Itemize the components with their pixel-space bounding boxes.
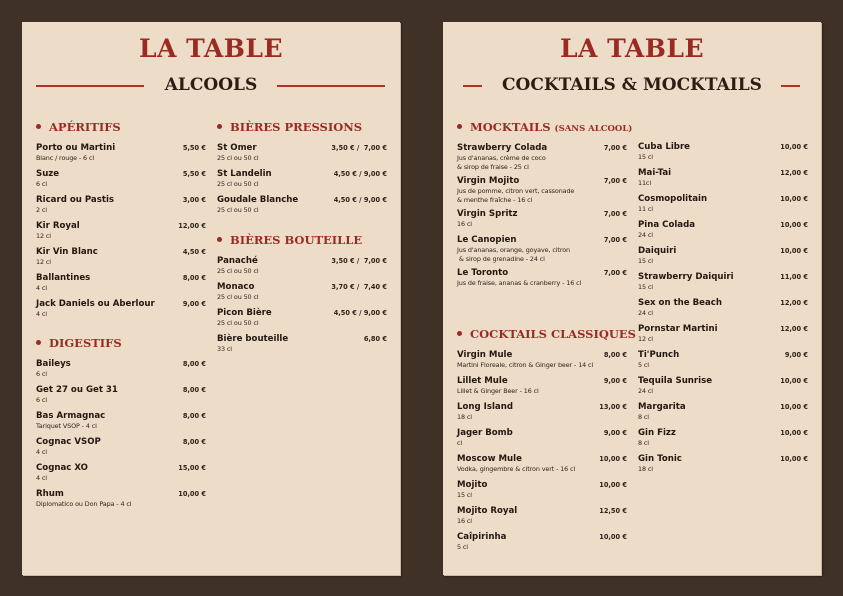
item-description: 12 cl (36, 258, 51, 266)
item-description: 33 cl (217, 345, 232, 353)
item-price: 11,00 € (780, 273, 808, 281)
item-description: 15 cl (638, 153, 653, 161)
bullet-icon (36, 124, 41, 129)
section-title-text: MOCKTAILS (470, 120, 551, 134)
menu-item (36, 299, 206, 321)
item-name: Sex on the Beach (638, 298, 723, 308)
bullet-icon (217, 124, 222, 129)
menu-item (638, 324, 808, 346)
item-price: 9,00 € (784, 351, 808, 359)
item-price: 10,00 € (780, 429, 808, 437)
item-price: 5,50 € (182, 170, 206, 178)
item-name: Strawberry Daiquiri (638, 272, 734, 282)
item-name: Cognac VSOP (36, 437, 101, 447)
page-subtitle: COCKTAILS & MOCKTAILS (502, 75, 762, 95)
menu-item (638, 246, 808, 268)
section-title (457, 326, 636, 342)
item-description: 5 cl (638, 361, 649, 369)
item-description: & sirop de grenadine - 24 cl (457, 255, 545, 263)
menu-item (457, 402, 627, 424)
item-price: 9,00 € (603, 377, 627, 385)
section-digestifs (36, 335, 206, 515)
section-bieres-pressions (217, 119, 387, 221)
menu-item (457, 143, 627, 172)
section-title-suffix: (SANS ALCOOL) (554, 124, 633, 134)
menu-item (217, 282, 387, 304)
item-name: Strawberry Colada (457, 143, 548, 153)
item-name: Panaché (217, 256, 258, 266)
item-name: Kir Royal (36, 221, 80, 231)
item-price: 12,50 € (599, 507, 627, 515)
menu-item (36, 385, 206, 407)
item-description: Vodka, gingembre & citron vert - 16 cl (457, 465, 576, 473)
item-price: 3,70 € / 7,40 € (331, 283, 387, 291)
menu-item (217, 308, 387, 330)
menu-item (457, 176, 627, 205)
item-description: 18 cl (638, 465, 653, 473)
item-price: 8,00 € (182, 360, 206, 368)
section-title (217, 232, 387, 248)
item-price: 10,00 € (599, 455, 627, 463)
item-price: 15,00 € (178, 464, 206, 472)
menu-item (36, 489, 206, 511)
item-price: 8,00 € (603, 351, 627, 359)
item-name: Ricard ou Pastis (36, 195, 115, 205)
item-price: 12,00 € (780, 299, 808, 307)
item-name: Cuba Libre (638, 142, 691, 152)
item-price: 8,00 € (182, 386, 206, 394)
item-name: Ti'Punch (638, 350, 680, 360)
item-price: 7,00 € (603, 236, 627, 244)
item-name: Get 27 ou Get 31 (36, 385, 118, 395)
item-name: Le Canopien (457, 235, 517, 245)
menu-item (638, 168, 808, 190)
item-price: 8,00 € (182, 438, 206, 446)
section-title-text: BIÈRES PRESSIONS (230, 120, 363, 134)
menu-item (36, 143, 206, 165)
item-description: 16 cl (457, 220, 472, 228)
item-price: 7,00 € (603, 210, 627, 218)
section-title (36, 119, 206, 135)
item-price: 8,00 € (182, 274, 206, 282)
item-price: 12,00 € (178, 222, 206, 230)
menu-item (457, 506, 627, 528)
item-description: 15 cl (457, 491, 472, 499)
item-name: Gin Fizz (638, 428, 676, 438)
menu-page-cocktails (443, 22, 821, 575)
section-title-text: APÉRITIFS (49, 120, 121, 134)
section-cocktails-suite (638, 142, 808, 480)
item-name: Porto ou Martini (36, 143, 116, 153)
menu-item (36, 195, 206, 217)
menu-item (217, 256, 387, 278)
item-price: 13,00 € (599, 403, 627, 411)
bullet-icon (217, 237, 222, 242)
item-description: 25 cl ou 50 cl (217, 180, 259, 188)
item-price: 10,00 € (599, 533, 627, 541)
menu-item (638, 142, 808, 164)
item-price: 7,00 € (603, 144, 627, 152)
item-description: Tariquet VSOP - 4 cl (36, 422, 97, 430)
item-description: 24 cl (638, 309, 653, 317)
bullet-icon (457, 331, 462, 336)
menu-item (36, 463, 206, 485)
item-description: Jus de fraise, ananas & cranberry - 16 cl (457, 279, 582, 287)
menu-item (638, 298, 808, 320)
divider-line (781, 85, 800, 87)
item-description: 25 cl ou 50 cl (217, 154, 259, 162)
menu-item (457, 268, 627, 290)
item-description: 24 cl (638, 231, 653, 239)
item-description: Diplomatico ou Don Papa - 4 cl (36, 500, 132, 508)
menu-item (36, 169, 206, 191)
item-price: 7,00 € (603, 269, 627, 277)
item-name: Jack Daniels ou Aberlour (36, 299, 155, 309)
item-description: 2 cl (36, 206, 47, 214)
section-title (217, 119, 387, 135)
section-aperitifs (36, 119, 206, 325)
item-name: Jager Bomb (457, 428, 513, 438)
bullet-icon (36, 340, 41, 345)
item-description: 6 cl (36, 180, 47, 188)
item-name: Mai-Tai (638, 168, 672, 178)
item-name: Daiquiri (638, 246, 677, 256)
section-cocktails-classiques (457, 326, 636, 558)
menu-item (638, 376, 808, 398)
brand-title: LA TABLE (138, 34, 284, 63)
item-name: Long Island (457, 402, 513, 412)
item-description: 11cl (638, 179, 652, 187)
item-price: 10,00 € (178, 490, 206, 498)
item-description: Blanc / rouge - 6 cl (36, 154, 95, 162)
item-price: 4,50 € (182, 248, 206, 256)
menu-item (638, 272, 808, 294)
item-name: Margarita (638, 402, 686, 412)
section-title (36, 335, 206, 351)
menu-item (217, 334, 387, 356)
item-name: Monaco (217, 282, 255, 292)
item-description: Jus d'ananas, orange, goyave, citron (457, 246, 570, 254)
item-description: Jus d'ananas, crème de coco (457, 154, 546, 162)
item-name: Virgin Mojito (457, 176, 520, 186)
menu-item (36, 247, 206, 269)
item-description: 15 cl (638, 283, 653, 291)
subtitle-row (443, 72, 821, 98)
menu-item (638, 402, 808, 424)
item-description: 12 cl (638, 335, 653, 343)
item-name: Ballantines (36, 273, 91, 283)
item-name: Pina Colada (638, 220, 696, 230)
item-description: 5 cl (457, 543, 468, 551)
menu-item (638, 220, 808, 242)
item-description: 25 cl ou 50 cl (217, 319, 259, 327)
menu-item (638, 194, 808, 216)
item-description: 24 cl (638, 387, 653, 395)
page-subtitle: ALCOOLS (164, 75, 258, 95)
item-description: 4 cl (36, 284, 47, 292)
section-title-text: COCKTAILS CLASSIQUES (470, 327, 636, 341)
menu-item (457, 209, 627, 231)
divider-line (277, 85, 385, 87)
item-name: Rhum (36, 489, 64, 499)
item-name: Suze (36, 169, 60, 179)
item-description: 18 cl (457, 413, 472, 421)
item-description: 25 cl ou 50 cl (217, 293, 259, 301)
item-price: 9,00 € (603, 429, 627, 437)
menu-item (457, 376, 627, 398)
item-price: 8,00 € (182, 412, 206, 420)
item-name: Caîpirinha (457, 532, 507, 542)
menu-item (36, 359, 206, 381)
menu-item (457, 350, 627, 372)
menu-item (217, 195, 387, 217)
item-description: Jus de pomme, citron vert, cassonade (457, 187, 575, 195)
item-name: Gin Tonic (638, 454, 682, 464)
item-name: St Landelin (217, 169, 272, 179)
section-title-text: BIÈRES BOUTEILLE (230, 233, 363, 247)
item-name: Baileys (36, 359, 71, 369)
item-description: cl (457, 439, 463, 447)
menu-item (638, 350, 808, 372)
menu-item (457, 480, 627, 502)
item-name: Mojito Royal (457, 506, 518, 516)
subtitle-row (22, 72, 400, 98)
section-title-text: DIGESTIFS (49, 336, 122, 350)
item-name: Goudale Blanche (217, 195, 299, 205)
item-price: 12,00 € (780, 169, 808, 177)
item-price: 7,00 € (603, 177, 627, 185)
menu-item (36, 437, 206, 459)
menu-item (217, 169, 387, 191)
item-name: Virgin Mule (457, 350, 513, 360)
item-name: Lillet Mule (457, 376, 508, 386)
item-price: 10,00 € (780, 195, 808, 203)
item-description: 4 cl (36, 310, 47, 318)
menu-item (36, 273, 206, 295)
item-description: Lillet & Ginger Beer - 16 cl (457, 387, 539, 395)
item-description: 16 cl (457, 517, 472, 525)
item-description: 11 cl (638, 205, 653, 213)
item-name: St Omer (217, 143, 257, 153)
item-price: 3,50 € / 7,00 € (331, 144, 387, 152)
bullet-icon (457, 124, 462, 129)
item-description: & menthe fraîche - 16 cl (457, 196, 533, 204)
menu-item (217, 143, 387, 165)
menu-item (36, 221, 206, 243)
menu-item (457, 454, 627, 476)
item-price: 10,00 € (780, 377, 808, 385)
menu-item (457, 428, 627, 450)
menu-item (36, 411, 206, 433)
item-price: 3,50 € / 7,00 € (331, 257, 387, 265)
item-description: 6 cl (36, 370, 47, 378)
item-price: 6,80 € (363, 335, 387, 343)
item-name: Moscow Mule (457, 454, 522, 464)
item-description: 12 cl (36, 232, 51, 240)
item-description: 4 cl (36, 474, 47, 482)
item-price: 5,50 € (182, 144, 206, 152)
item-price: 4,50 € / 9,00 € (333, 170, 387, 178)
item-price: 10,00 € (599, 481, 627, 489)
brand-title: LA TABLE (559, 34, 705, 63)
menu-page-alcools (22, 22, 400, 575)
section-mocktails (457, 119, 633, 294)
item-name: Bas Armagnac (36, 411, 106, 421)
item-name: Cognac XO (36, 463, 88, 473)
item-description: & sirop de fraise - 25 cl (457, 163, 529, 171)
item-description: 15 cl (638, 257, 653, 265)
item-description: 25 cl ou 50 cl (217, 267, 259, 275)
item-name: Picon Bière (217, 308, 272, 318)
item-price: 10,00 € (780, 247, 808, 255)
item-name: Kir Vin Blanc (36, 247, 98, 257)
item-name: Tequila Sunrise (638, 376, 713, 386)
item-description: Martini Floreale, citron & Ginger beer - 14 cl (457, 361, 594, 369)
item-price: 10,00 € (780, 143, 808, 151)
item-description: 8 cl (638, 413, 649, 421)
item-description: 25 cl ou 50 cl (217, 206, 259, 214)
menu-item (638, 428, 808, 450)
item-price: 9,00 € (182, 300, 206, 308)
menu-item (638, 454, 808, 476)
item-name: Cosmopolitain (638, 194, 708, 204)
item-name: Bière bouteille (217, 334, 289, 344)
item-name: Pornstar Martini (638, 324, 718, 334)
item-price: 10,00 € (780, 455, 808, 463)
item-price: 12,00 € (780, 325, 808, 333)
section-title (457, 119, 633, 135)
item-description: 8 cl (638, 439, 649, 447)
item-name: Mojito (457, 480, 488, 490)
item-price: 4,50 € / 9,00 € (333, 309, 387, 317)
menu-item (457, 235, 627, 264)
menu-item (457, 532, 627, 554)
item-price: 3,00 € (182, 196, 206, 204)
item-price: 4,50 € / 9,00 € (333, 196, 387, 204)
item-description: 4 cl (36, 448, 47, 456)
item-name: Le Toronto (457, 268, 509, 278)
section-bieres-bouteille (217, 232, 387, 360)
item-price: 10,00 € (780, 403, 808, 411)
item-name: Virgin Spritz (457, 209, 518, 219)
item-description: 6 cl (36, 396, 47, 404)
item-price: 10,00 € (780, 221, 808, 229)
